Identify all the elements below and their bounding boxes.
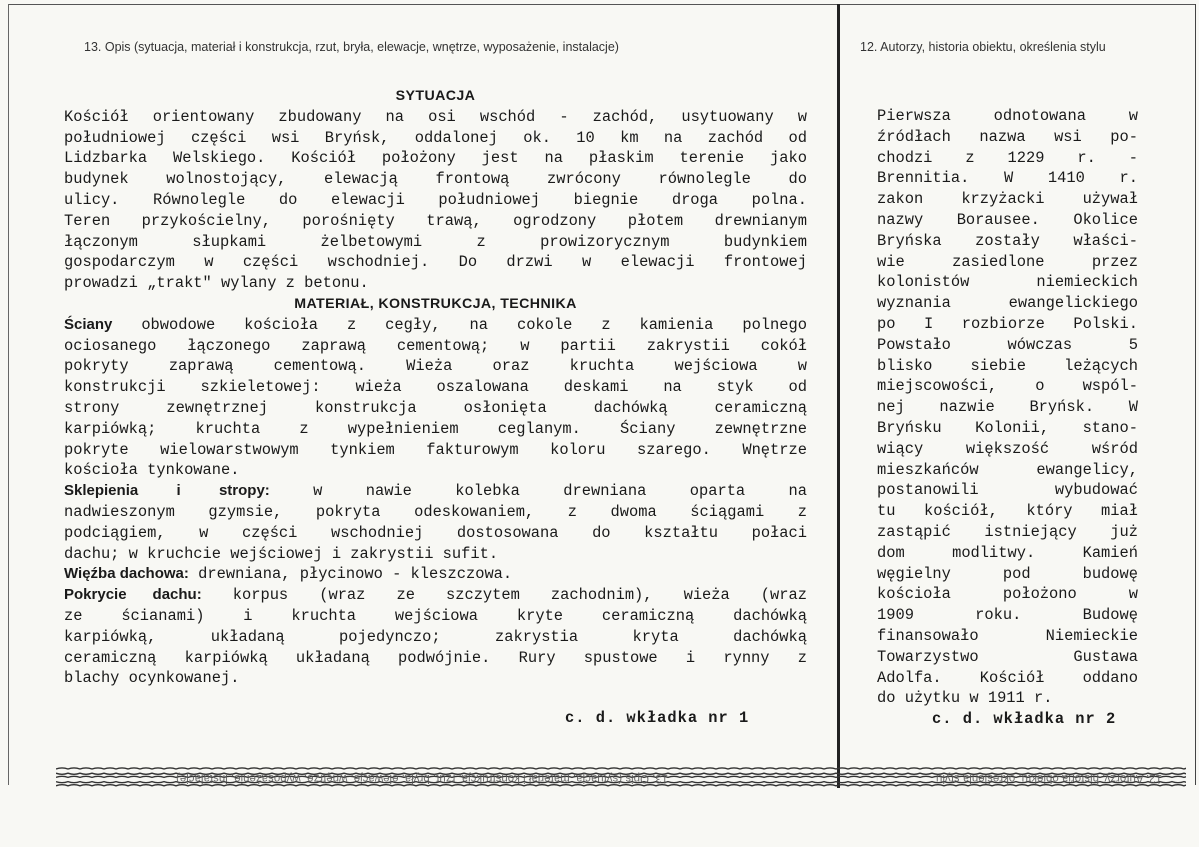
text-line: Powstało wówczas 5	[877, 335, 1138, 354]
frame-top-border	[8, 4, 1195, 5]
text-line: wiący większość wśród	[877, 439, 1138, 458]
sklepienia-paragraph	[64, 502, 807, 544]
text-fragment: drewniana, płycinowo - kleszczowa.	[188, 565, 513, 584]
text-line: zastąpić istniejący już	[877, 522, 1138, 541]
text-line: gospodarczym w części wschodniej. Do drzwi w elewacji frontowej	[64, 253, 807, 272]
text-line: źródłach nazwa wsi po-	[877, 127, 1138, 146]
text-fragment: obwodowe kościoła z cegły, na cokole z kamienia polnego	[112, 315, 807, 334]
text-line: węgielny pod budowę	[877, 564, 1138, 583]
text-line: miejscowości, o wspól-	[877, 377, 1138, 396]
text-line: Teren przykościelny, porośnięty trawą, ogrodzony płotem drewnianym	[64, 211, 807, 230]
text-line: strony zewnętrznej konstrukcja osłonięta dachówką ceramiczną	[64, 398, 807, 417]
text-line: kościoła położono w	[877, 585, 1138, 604]
text-line: blisko siebie leżących	[877, 356, 1138, 375]
text-line: finansowało Niemieckie	[877, 626, 1138, 645]
column-divider	[837, 4, 840, 788]
section-12-header: 12. Autorzy, historia obiektu, określenia stylu	[860, 40, 1106, 54]
text-line: nazwy Borausee. Okolice	[877, 210, 1138, 229]
text-fragment: korpus (wraz ze szczytem zachodnim), wieża (wraz	[201, 586, 807, 605]
frame-left-border	[8, 4, 9, 785]
text-line: ociosanego łączonego zaprawą cementową; w partii zakrystii cokół	[64, 336, 807, 355]
text-line: postanowili wybudować	[877, 481, 1138, 500]
history-paragraph	[877, 106, 1138, 688]
text-line: ulicy. Równolegle do elewacji południowej biegnie droga polna.	[64, 190, 807, 209]
continuation-note-1: c. d. wkładka nr 1	[565, 709, 750, 727]
wave-line	[56, 785, 1186, 786]
description-column	[64, 86, 807, 689]
sklepienia-label: Sklepienia i stropy:	[64, 482, 270, 500]
text-line: tu kościół, który miał	[877, 502, 1138, 521]
text-line: chodzi z 1229 r. -	[877, 148, 1138, 167]
text-line: Towarzystwo Gustawa	[877, 647, 1138, 666]
text-line: prowadzi „trakt" wylany z betonu.	[64, 274, 369, 293]
text-line: Adolfa. Kościół oddano	[877, 668, 1138, 687]
pokrycie-label: Pokrycie dachu:	[64, 586, 202, 604]
text-line: po I rozbiorze Polski.	[877, 314, 1138, 333]
history-column	[877, 106, 1138, 709]
text-line: nej nazwie Bryńsk. W	[877, 398, 1138, 417]
text-line: karpiówką, układaną pojedynczo; zakrystia kryta dachówką	[64, 627, 807, 646]
text-line: 1909 roku. Budowę	[877, 606, 1138, 625]
text-line: Kościół orientowany zbudowany na osi wschód - zachód, usytuowany w	[64, 107, 807, 126]
frame-right-border	[1195, 4, 1196, 785]
text-line: łączonym słupkami żelbetowymi z prowizorycznym budynkiem	[64, 232, 807, 251]
text-line: blachy ocynkowanej.	[64, 669, 240, 688]
sytuacja-paragraph	[64, 107, 807, 273]
sciany-label: Ściany	[64, 315, 113, 333]
text-line: dachu; w kruchcie wejściowej i zakrystii sufit.	[64, 544, 499, 563]
mirrored-header-13: 13. Opis (sytuacja, materiał i konstrukcja, rzut, bryła, elewacje, wnętrze, wyposażenie, instalacje)	[176, 772, 669, 784]
heading-material: MATERIAŁ, KONSTRUKCJA, TECHNIKA	[294, 295, 577, 312]
pokrycie-first-line	[64, 585, 807, 606]
text-line: ze ścianami) i kruchta wejściowa kryte ceramiczną dachówką	[64, 606, 807, 625]
text-line: dom modlitwy. Kamień	[877, 543, 1138, 562]
text-line: karpiówką; kruchta z wypełnieniem ceglanym. Ściany zewnętrzne	[64, 419, 807, 438]
text-line: Pierwsza odnotowana w	[877, 107, 1138, 125]
text-line: Brennitia. W 1410 r.	[877, 169, 1138, 188]
text-line: Bryńsku Kolonii, stano-	[877, 418, 1138, 437]
sciany-first-line	[64, 315, 807, 336]
heading-sytuacja: SYTUACJA	[395, 88, 476, 104]
text-line: nadwieszonym gzymsie, pokryta odeskowaniem, z dwoma ściągami z	[64, 502, 807, 521]
text-line: mieszkańców ewangelicy,	[877, 460, 1138, 479]
text-line: podciągiem, w części wschodniej dostosowana do kształtu połaci	[64, 523, 807, 542]
text-line: konstrukcji szkieletowej: wieża oszalowana deskami na styk od	[64, 378, 807, 397]
text-line: wie zasiedlone przez	[877, 252, 1138, 271]
text-line: kolonistów niemieckich	[877, 273, 1138, 292]
text-line: pokryte wielowarstwowym tynkiem fakturowym koloru szarego. Wnętrze	[64, 440, 807, 459]
text-fragment: w nawie kolebka drewniana oparta na	[269, 482, 807, 501]
text-line: kościoła tynkowane.	[64, 461, 240, 480]
text-line: wyznania ewangelickiego	[877, 294, 1138, 313]
text-line: Bryńska zostały właści-	[877, 231, 1138, 250]
mirrored-header-12: 12. Autorzy, historia obiektu, określenia stylu	[936, 772, 1163, 784]
section-13-header: 13. Opis (sytuacja, materiał i konstrukcja, rzut, bryła, elewacje, wnętrze, wyposażenie, instalacje)	[84, 40, 619, 54]
text-line: budynek wolnostojący, elewacją frontową zwrócony równolegle do	[64, 170, 807, 189]
pokrycie-paragraph	[64, 606, 807, 668]
continuation-note-2: c. d. wkładka nr 2	[932, 710, 1117, 728]
sklepienia-first-line	[64, 481, 807, 502]
text-line: zakon krzyżacki używał	[877, 190, 1138, 209]
text-line: do użytku w 1911 r.	[877, 689, 1053, 708]
text-line: Lidzbarka Welskiego. Kościół położony jest na płaskim terenie jako	[64, 149, 807, 168]
wiezba-label: Więźba dachowa:	[64, 565, 189, 583]
text-line: południowej części wsi Bryńsk, oddalonej ok. 10 km na zachód od	[64, 128, 807, 147]
text-line: pokryty zaprawą cementową. Wieża oraz kruchta wejściowa w	[64, 357, 807, 376]
wiezba-line	[64, 564, 807, 585]
wave-line	[56, 768, 1186, 769]
text-line: ceramiczną karpiówką układaną podwójnie. Rury spustowe i rynny z	[64, 648, 807, 667]
sciany-paragraph	[64, 336, 807, 461]
